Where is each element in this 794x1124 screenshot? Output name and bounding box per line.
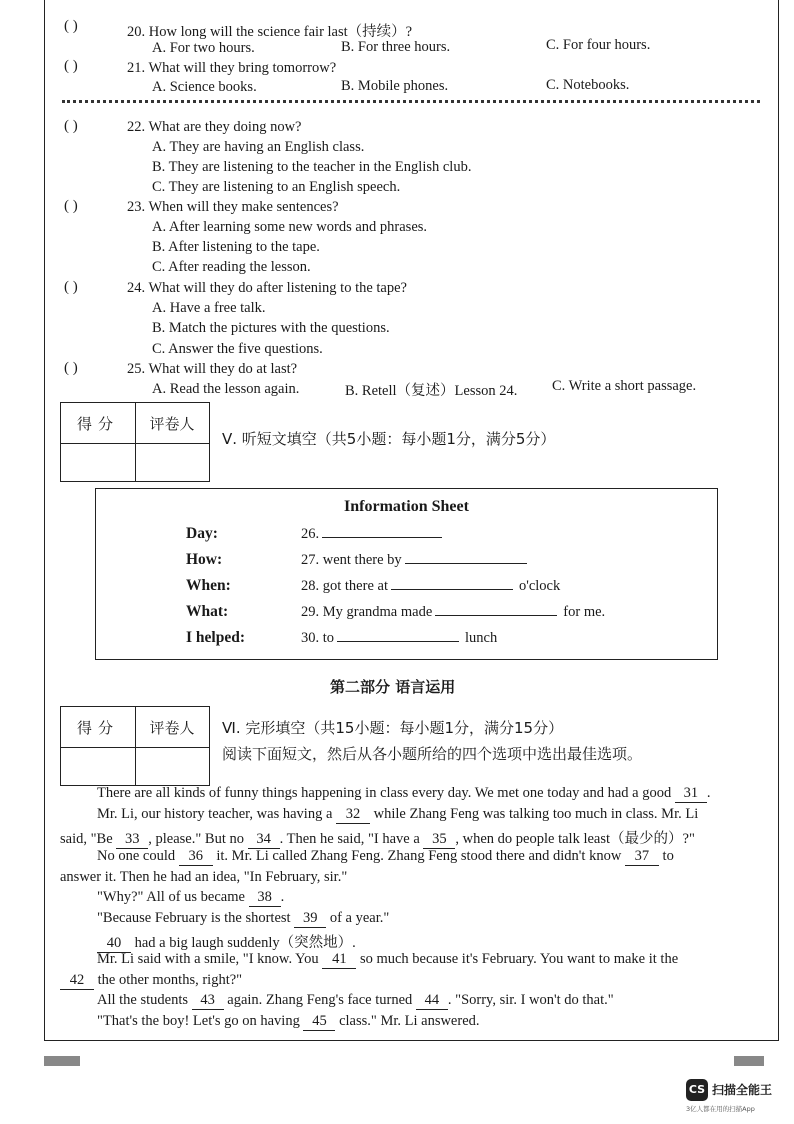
question-23: 23. When will they make sentences?: [127, 199, 339, 215]
blank-39[interactable]: 39: [294, 910, 326, 928]
footer-scan-mark: [44, 1056, 80, 1066]
blank-36[interactable]: 36: [179, 848, 213, 866]
option-b: B. Match the pictures with the questions.: [152, 320, 390, 336]
option-a: A. Read the lesson again.: [152, 381, 300, 397]
passage-line: "That's the boy! Let's go on having 45 class." Mr. Li answered.: [97, 1013, 480, 1029]
blank-45[interactable]: 45: [303, 1013, 335, 1031]
grade-box: [60, 402, 210, 482]
option-a: A. After learning some new words and phrases.: [152, 219, 428, 235]
watermark-name: 扫描全能王: [712, 1083, 773, 1097]
answer-bracket: ( ): [64, 279, 78, 295]
option-b: B. Retell（复述）Lesson 24.: [345, 383, 518, 399]
information-sheet: [95, 488, 718, 660]
info-row-26: 26.: [301, 523, 442, 543]
passage-line: answer it. Then he had an idea, "In February, sir.": [60, 869, 348, 885]
score-label: 得分: [76, 415, 119, 433]
option-a: A. They are having an English class.: [152, 139, 365, 155]
question-20: 20. How long will the science fair last（持续）?: [127, 24, 413, 40]
option-b: B. After listening to the tape.: [152, 239, 320, 255]
answer-bracket: ( ): [64, 118, 78, 134]
grader-label: 评卷人: [149, 719, 195, 737]
passage-line: "Why?" All of us became 38 .: [97, 889, 285, 905]
blank-41[interactable]: 41: [322, 951, 356, 969]
option-a: A. Have a free talk.: [152, 300, 266, 316]
option-a: A. For two hours.: [152, 40, 255, 56]
section-6-instructions: 阅读下面短文，然后从各小题所给的四个选项中选出最佳选项。: [222, 745, 643, 763]
part-2-title: 第二部分 语言运用: [330, 678, 456, 696]
option-c: C. Notebooks.: [546, 77, 630, 93]
question-24: 24. What will they do after listening to the tape?: [127, 280, 407, 296]
blank-33[interactable]: 33: [116, 831, 148, 849]
option-b: B. For three hours.: [341, 39, 451, 55]
info-row-30: 30. to lunch: [301, 627, 497, 647]
passage-line: "Because February is the shortest 39 of a year.": [97, 910, 390, 926]
question-22: 22. What are they doing now?: [127, 119, 302, 135]
passage-line: No one could 36 it. Mr. Li called Zhang Feng. Zhang Feng stood there and didn't know 37 to: [97, 848, 674, 864]
blank-31[interactable]: 31: [675, 785, 707, 803]
info-label-when: When:: [186, 577, 231, 594]
camscanner-logo-icon: CS: [686, 1079, 708, 1101]
info-label-helped: I helped:: [186, 629, 245, 646]
info-row-27: 27. went there by: [301, 549, 527, 569]
option-c: C. They are listening to an English speech.: [152, 179, 401, 195]
passage-line: There are all kinds of funny things happening in class every day. We met one today and had a good 31 .: [97, 785, 711, 801]
score-label: 得分: [76, 719, 119, 737]
blank-38[interactable]: 38: [249, 889, 281, 907]
passage-line: 42 the other months, right?": [60, 972, 242, 990]
option-c: C. For four hours.: [546, 37, 651, 53]
passage-line: 40 had a big laugh suddenly（突然地）.: [97, 931, 356, 953]
passage-line: All the students 43 again. Zhang Feng's face turned 44 . "Sorry, sir. I won't do that.": [97, 992, 614, 1008]
answer-bracket: ( ): [64, 58, 78, 74]
info-sheet-title: Information Sheet: [344, 498, 469, 515]
dotted-divider: [62, 100, 760, 103]
blank-42[interactable]: 42: [60, 972, 94, 990]
blank-43[interactable]: 43: [192, 992, 224, 1010]
option-c: C. After reading the lesson.: [152, 259, 311, 275]
info-row-28: 28. got there at o'clock: [301, 575, 560, 595]
option-c: C. Write a short passage.: [552, 378, 697, 394]
question-25: 25. What will they do at last?: [127, 361, 298, 377]
grade-box: [60, 706, 210, 786]
option-b: B. Mobile phones.: [341, 78, 449, 94]
option-b: B. They are listening to the teacher in the English club.: [152, 159, 472, 175]
section-6-title: Ⅵ. 完形填空（共15小题：每小题1分，满分15分）: [222, 719, 564, 737]
option-c: C. Answer the five questions.: [152, 341, 323, 357]
question-21: 21. What will they bring tomorrow?: [127, 60, 337, 76]
passage-line: said, "Be 33 , please." But no 34 . Then he said, "I have a 35 , when do people talk least（最少的）?": [60, 831, 695, 847]
info-label-how: How:: [186, 551, 223, 568]
answer-bracket: ( ): [64, 18, 78, 34]
info-row-29: 29. My grandma made for me.: [301, 601, 605, 621]
blank-44[interactable]: 44: [416, 992, 448, 1010]
answer-bracket: ( ): [64, 198, 78, 214]
blank-40[interactable]: 40: [97, 935, 131, 953]
info-label-day: Day:: [186, 525, 218, 542]
blank-34[interactable]: 34: [248, 831, 280, 849]
passage-line: Mr. Li, our history teacher, was having a 32 while Zhang Feng was talking too much in class. Mr. Li: [97, 806, 699, 822]
option-a: A. Science books.: [152, 79, 257, 95]
answer-bracket: ( ): [64, 360, 78, 376]
blank-32[interactable]: 32: [336, 806, 370, 824]
blank-35[interactable]: 35: [423, 831, 455, 849]
watermark-tagline: 3亿人都在用的扫描App: [686, 1105, 755, 1113]
section-5-title: Ⅴ. 听短文填空（共5小题：每小题1分，满分5分）: [222, 430, 556, 448]
info-label-what: What:: [186, 603, 229, 620]
passage-line: Mr. Li said with a smile, "I know. You 41 so much because it's February. You want to make it the: [97, 951, 679, 967]
blank-37[interactable]: 37: [625, 848, 659, 866]
grader-label: 评卷人: [149, 415, 195, 433]
footer-scan-mark: [734, 1056, 764, 1066]
